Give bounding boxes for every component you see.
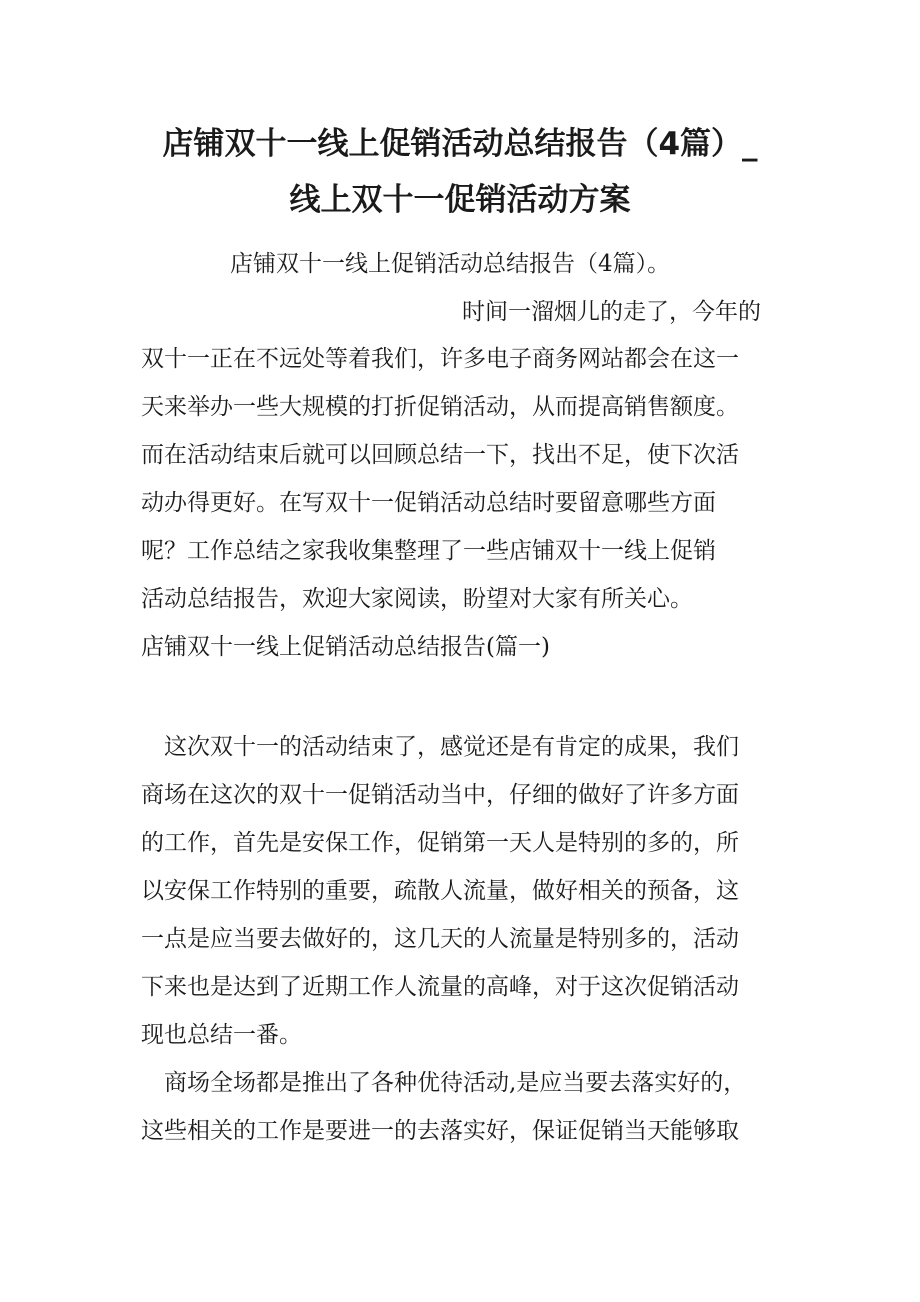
paragraph1-line-4: 以安保工作特别的重要，疏散人流量，做好相关的预备，这 bbox=[141, 878, 739, 904]
paragraph2-line-2: 这些相关的工作是要进一的去落实好，保证促销当天能够取 bbox=[141, 1118, 739, 1144]
intro-line-5: 动办得更好。在写双十一促销活动总结时要留意哪些方面 bbox=[141, 490, 716, 516]
paragraph1-line-2: 商场在这次的双十一促销活动当中，仔细的做好了许多方面 bbox=[141, 782, 739, 808]
intro-line-1: 时间一溜烟儿的走了，今年的 bbox=[462, 299, 761, 325]
intro-line-6: 呢？工作总结之家我收集整理了一些店铺双十一线上促销 bbox=[141, 538, 716, 564]
section-heading: 店铺双十一线上促销活动总结报告(篇一) bbox=[141, 634, 550, 660]
intro-line-4: 而在活动结束后就可以回顾总结一下，找出不足，使下次活 bbox=[141, 442, 739, 468]
paragraph1-line-1: 这次双十一的活动结束了，感觉还是有肯定的成果，我们 bbox=[164, 734, 739, 760]
intro-line-2: 双十一正在不远处等着我们，许多电子商务网站都会在这一 bbox=[141, 346, 739, 372]
paragraph2-line-1: 商场全场都是推出了各种优待活动,是应当要去落实好的， bbox=[164, 1070, 747, 1096]
paragraph1-line-3: 的工作，首先是安保工作，促销第一天人是特别的多的，所 bbox=[141, 830, 739, 856]
document-title-line-1: 店铺双十一线上促销活动总结报告（4篇）_ bbox=[162, 126, 758, 162]
intro-line-7: 活动总结报告，欢迎大家阅读，盼望对大家有所关心。 bbox=[141, 586, 693, 612]
document-title-line-2: 线上双十一促销活动方案 bbox=[289, 182, 631, 218]
paragraph1-line-7: 现也总结一番。 bbox=[141, 1022, 302, 1048]
paragraph1-line-5: 一点是应当要去做好的，这几天的人流量是特别多的，活动 bbox=[141, 926, 739, 952]
intro-line-3: 天来举办一些大规模的打折促销活动，从而提高销售额度。 bbox=[141, 394, 739, 420]
document-subtitle: 店铺双十一线上促销活动总结报告（4篇）。 bbox=[230, 251, 671, 277]
paragraph1-line-6: 下来也是达到了近期工作人流量的高峰，对于这次促销活动 bbox=[141, 974, 739, 1000]
